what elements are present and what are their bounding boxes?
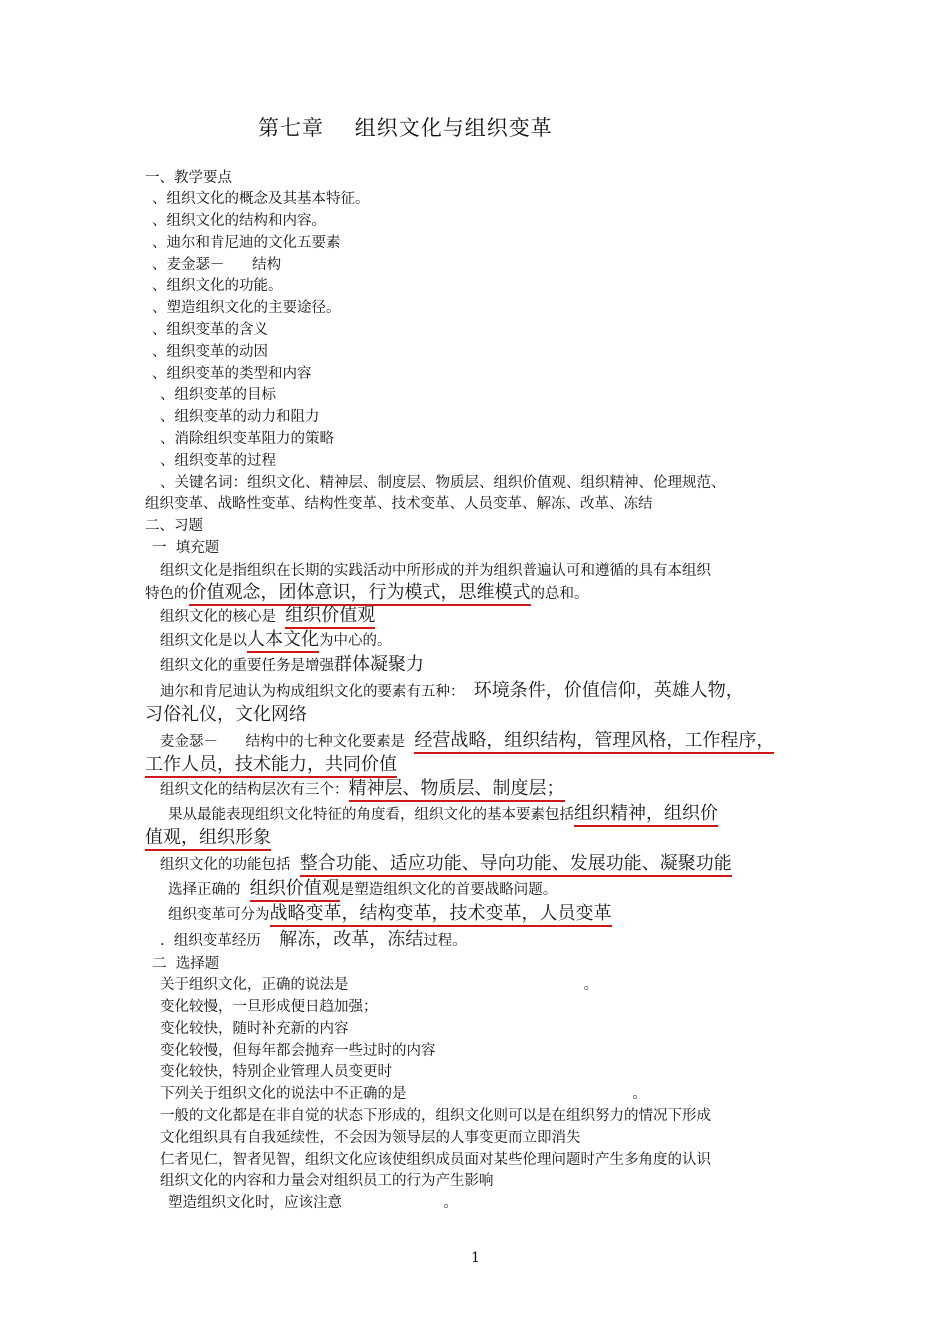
fill-q3-pre: 组织文化是以 xyxy=(160,633,247,649)
list-item: 、组织变革的类型和内容 xyxy=(152,366,312,382)
list-item: 、组织变革的过程 xyxy=(160,453,276,469)
choice-option: 变化较快，特别企业管理人员变更时 xyxy=(160,1064,392,1080)
fill-q5-answer-2: 习俗礼仪，文化网络 xyxy=(145,704,307,725)
fill-q4-pre: 组织文化的重要任务是增强 xyxy=(160,658,334,674)
fill-q6-answer-1: 经营战略，组织结构，管理风格，工作程序， xyxy=(414,730,774,754)
fill-q8-line2 xyxy=(145,828,271,849)
fill-q2 xyxy=(160,606,375,627)
fill-q8 xyxy=(168,804,718,825)
fill-q1-line2 xyxy=(145,583,589,604)
fill-q4-answer: 群体凝聚力 xyxy=(334,654,424,675)
choice-option: 一般的文化都是在非自觉的状态下形成的，组织文化则可以是在组织努力的情况下形成 xyxy=(160,1108,711,1124)
section2-heading: 二、习题 xyxy=(145,518,203,534)
list-item: 、消除组织变革阻力的策略 xyxy=(160,431,334,447)
list-item: 、麦金瑟－ 结构 xyxy=(152,257,282,273)
fill-q5-answer-1: 环境条件，价值信仰，英雄人物， xyxy=(473,680,744,701)
choice-option: 仁者见仁，智者见智，组织文化应该使组织成员面对某些伦理问题时产生多角度的认识 xyxy=(160,1152,711,1168)
fill-q10-pre: 选择正确的 xyxy=(168,882,250,898)
list-item: 、迪尔和肯尼迪的文化五要素 xyxy=(152,235,341,251)
fill-heading: 一 填充题 xyxy=(152,540,220,556)
fill-q5 xyxy=(160,681,744,702)
choice-option: 文化组织具有自我延续性，不会因为领导层的人事变更而立即消失 xyxy=(160,1130,581,1146)
fill-q3-answer: 人本文化 xyxy=(247,629,319,653)
choice-q3: 塑造组织文化时，应该注意 。 xyxy=(168,1195,458,1211)
fill-q5-line2 xyxy=(145,705,307,726)
fill-q7-pre: 组织文化的结构层次有三个： xyxy=(160,782,349,798)
fill-q2-answer: 组织价值观 xyxy=(285,605,375,629)
fill-q11 xyxy=(168,904,612,925)
choice-q2: 下列关于组织文化的说法中不正确的是 。 xyxy=(160,1086,647,1102)
fill-q8-answer-2: 值观，组织形象 xyxy=(145,827,271,851)
list-item: 、组织文化的结构和内容。 xyxy=(152,213,326,229)
fill-q11-answer: 战略变革，结构变革，技术变革，人员变革 xyxy=(270,903,612,927)
fill-q8-answer-1: 组织精神，组织价 xyxy=(574,803,718,827)
choice-option: 变化较慢，但每年都会抛弃一些过时的内容 xyxy=(160,1043,436,1059)
list-item: 、组织变革的动因 xyxy=(152,344,268,360)
fill-q6-pre: 麦金瑟－ 结构中的七种文化要素是 xyxy=(160,734,415,750)
fill-q1-line1: 组织文化是指组织在长期的实践活动中所形成的并为组织普遍认可和遵循的具有本组织 xyxy=(160,563,711,579)
fill-q7 xyxy=(160,779,565,800)
fill-q10 xyxy=(168,879,557,900)
list-item: 、组织变革的含义 xyxy=(152,322,268,338)
fill-q10-post: 是塑造组织文化的首要战略问题。 xyxy=(339,882,558,898)
section1-heading: 一、教学要点 xyxy=(145,170,232,186)
fill-q10-answer: 组织价值观 xyxy=(250,878,340,902)
fill-q9-pre: 组织文化的功能包括 xyxy=(160,857,300,873)
list-item: 、组织变革的动力和阻力 xyxy=(160,409,320,425)
fill-q1-pre: 特色的 xyxy=(145,586,189,602)
page-number: 1 xyxy=(471,1250,480,1266)
choice-heading: 二 选择题 xyxy=(152,956,220,972)
fill-q1-answer: 价值观念，团体意识，行为模式，思维模式 xyxy=(189,582,531,606)
fill-q9 xyxy=(160,854,732,875)
fill-q4 xyxy=(160,655,424,676)
fill-q12-post: 过程。 xyxy=(423,933,467,949)
fill-q12 xyxy=(160,930,467,951)
fill-q6-answer-2: 工作人员，技术能力，共同价值 xyxy=(145,754,397,778)
list-item: 、组织变革的目标 xyxy=(160,387,276,403)
fill-q5-pre: 迪尔和肯尼迪认为构成组织文化的要素有五种： xyxy=(160,684,474,700)
fill-q6-line2 xyxy=(145,755,397,776)
fill-q8-pre: 果从最能表现组织文化特征的角度看，组织文化的基本要素包括 xyxy=(168,807,574,823)
list-item: 、组织文化的功能。 xyxy=(152,278,283,294)
fill-q12-answer: 解冻，改革，冻结 xyxy=(279,929,424,950)
choice-option: 变化较慢，一旦形成便日趋加强； xyxy=(160,999,378,1015)
fill-q6 xyxy=(160,731,774,752)
fill-q11-pre: 组织变革可分为 xyxy=(168,907,270,923)
list-item: 、组织文化的概念及其基本特征。 xyxy=(152,191,370,207)
fill-q12-pre: . 组织变革经历 xyxy=(160,933,280,949)
fill-q9-answer: 整合功能、适应功能、导向功能、发展功能、凝聚功能 xyxy=(300,853,732,877)
choice-option: 变化较快，随时补充新的内容 xyxy=(160,1021,349,1037)
keywords-line-1: 、关键名词：组织文化、精神层、制度层、物质层、组织价值观、组织精神、伦理规范、 xyxy=(160,475,726,491)
list-item: 、塑造组织文化的主要途径。 xyxy=(152,300,341,316)
keywords-line-2: 组织变革、战略性变革、结构性变革、技术变革、人员变革、解冻、改革、冻结 xyxy=(145,496,653,512)
fill-q2-pre: 组织文化的核心是 xyxy=(160,609,286,625)
chapter-title: 第七章 组织文化与组织变革 xyxy=(258,116,553,140)
fill-q3-post: 为中心的。 xyxy=(319,633,392,649)
fill-q3 xyxy=(160,630,392,651)
fill-q1-post: 的总和。 xyxy=(530,586,589,602)
choice-q1: 关于组织文化，正确的说法是 。 xyxy=(160,977,599,993)
choice-option: 组织文化的内容和力量会对组织员工的行为产生影响 xyxy=(160,1173,494,1189)
fill-q7-answer: 精神层、物质层、制度层； xyxy=(349,778,565,802)
